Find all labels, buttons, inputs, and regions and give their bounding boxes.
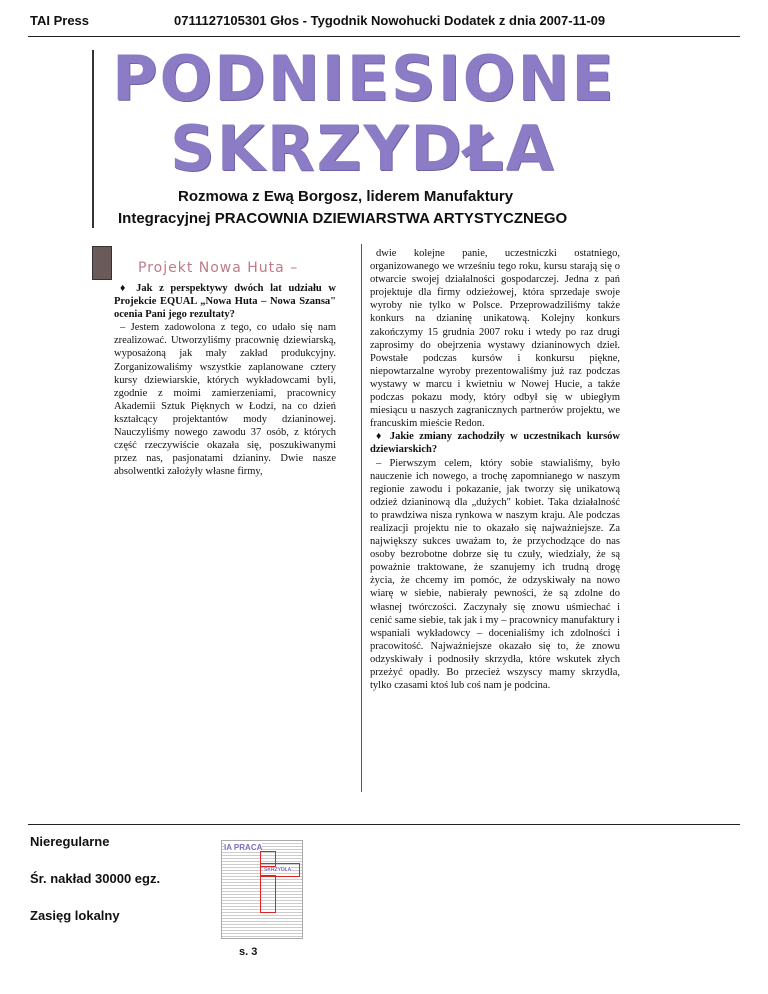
circulation-label: Śr. nakład 30000 egz.: [30, 871, 161, 886]
source-label: TAI Press: [30, 13, 90, 28]
headline-bar: [92, 50, 94, 228]
article-clipping: [92, 44, 637, 754]
thumbnail-header: IA PRACA: [224, 843, 263, 852]
page-number: s. 3: [239, 946, 258, 958]
thumbnail-label: SKRZYDŁA: [264, 867, 292, 873]
header-rule: [28, 36, 740, 37]
frequency-label: Nieregularne: [30, 834, 110, 849]
page-thumbnail: [221, 840, 303, 939]
left-column: [114, 282, 336, 478]
headline-line-2: SKRZYDŁA: [170, 112, 556, 185]
subtitle-line-1: Rozmowa z Ewą Borgosz, liderem Manufaktury: [178, 188, 514, 205]
thumbnail-highlight: [260, 875, 276, 913]
subtitle-line-2: Integracyjnej PRACOWNIA DZIEWIARSTWA ARTYSTYCZNEGO: [118, 210, 568, 227]
question-paragraph: ♦ Jak z perspektywy dwóch lat udziału w Projekcie EQUAL „Nowa Huta – Nowa Szansa" ocenia Pani jego rezultaty?: [114, 283, 336, 321]
right-column: [370, 247, 620, 692]
section-label: Projekt Nowa Huta –: [138, 260, 299, 276]
headline-line-1: PODNIESIONE: [112, 42, 616, 115]
publication-meta: 0711127105301 Głos - Tygodnik Nowohucki Dodatek z dnia 2007-11-09: [174, 13, 606, 28]
column-divider: [361, 244, 362, 792]
reach-label: Zasięg lokalny: [30, 908, 120, 923]
answer-paragraph: – Pierwszym celem, który sobie stawialiśmy, było nauczenie ich nowego, a trochę zapomnianego w naszym regionie zawodu i pokazanie, jak tworzy się unikatową odzież dzianinową dla „dużych" kobiet. Taka działalność to prawdziwa nisza rynkowa w naszym kraju. Ale podczas realizacji projektu nie to okazało się najważniejsze. Za największy sukces uważam to, że przychodzące do nas osoby bezrobotne dobrze się tu czuły, wiedziały, że są poważnie traktowane, że szanujemy ich trudną drogę życia, że chcemy im pomóc, że odzyskiwały na nowo wiarę w siebie, nabierały pewności, że są zdolne do własnej twórczości. Zaczynały się znowu uśmiechać i cenić same siebie, tak jak i my – pracownicy manufaktury i wspaniali wykładowcy – docenialiśmy ich zdolności i pracowitość. Najważniejsze okazało się to, że znowu odzyskiwały i podnosiły skrzydła, które wskutek złych przeżyć opadły. Bo przecież wszyscy mamy skrzydła, tylko czasami ktoś lub coś nam je podcina.: [370, 457, 620, 692]
answer-paragraph: – Jestem zadowolona z tego, co udało się nam zrealizować. Utworzyliśmy pracownię dziewiarską, wyposażoną jak mały zakład produkcyjny. Zorganizowaliśmy wszystkie zaplanowane cztery kursy dziewiarskie, których wykładowcami byli, zgodnie z moimi zamierzeniami, pracownicy Akademii Sztuk Pięknych w Łodzi, na co dzień kształcący projektantów mody dzianinowej. Nauczyliśmy nowego zawodu 37 osób, z których część rzeczywiście okazała się, poszukiwanymi przez nas, pasjonatami dzianiny. Dwie nasze absolwentki założyły własne firmy,: [114, 322, 336, 478]
section-thumbnail: [92, 246, 112, 280]
footer-rule: [28, 824, 740, 825]
answer-paragraph: dwie kolejne panie, uczestniczki ostatniego, organizowanego we wrześniu tego roku, kursu starają się o otwarcie swojej działalności gospodarczej. Jedna z pań projektuje dla firmy odzieżowej, która sprzedaje swoje wyroby nie tylko w Polsce. Przeprowadziliśmy także konkurs na dzianinę unikatową. Kolejny konkurs zakończymy 15 grudnia 2007 roku i wtedy po raz drugi zaprosimy do obejrzenia wystawy dzianinowych dzieł. Powstałe podczas kursów i konkursu piękne, niepowtarzalne wyroby prezentowaliśmy już raz podczas wystawy w marcu i kwietniu w Nowej Hucie, a także podczas pokazu mody, który odbył się w ubiegłym miesiącu u naszych zagranicznych partnerów projektu, we francuskim mieście Redon.: [370, 248, 620, 430]
question-paragraph: ♦ Jakie zmiany zachodziły w uczestnikach kursów dziewiarskich?: [370, 431, 620, 456]
